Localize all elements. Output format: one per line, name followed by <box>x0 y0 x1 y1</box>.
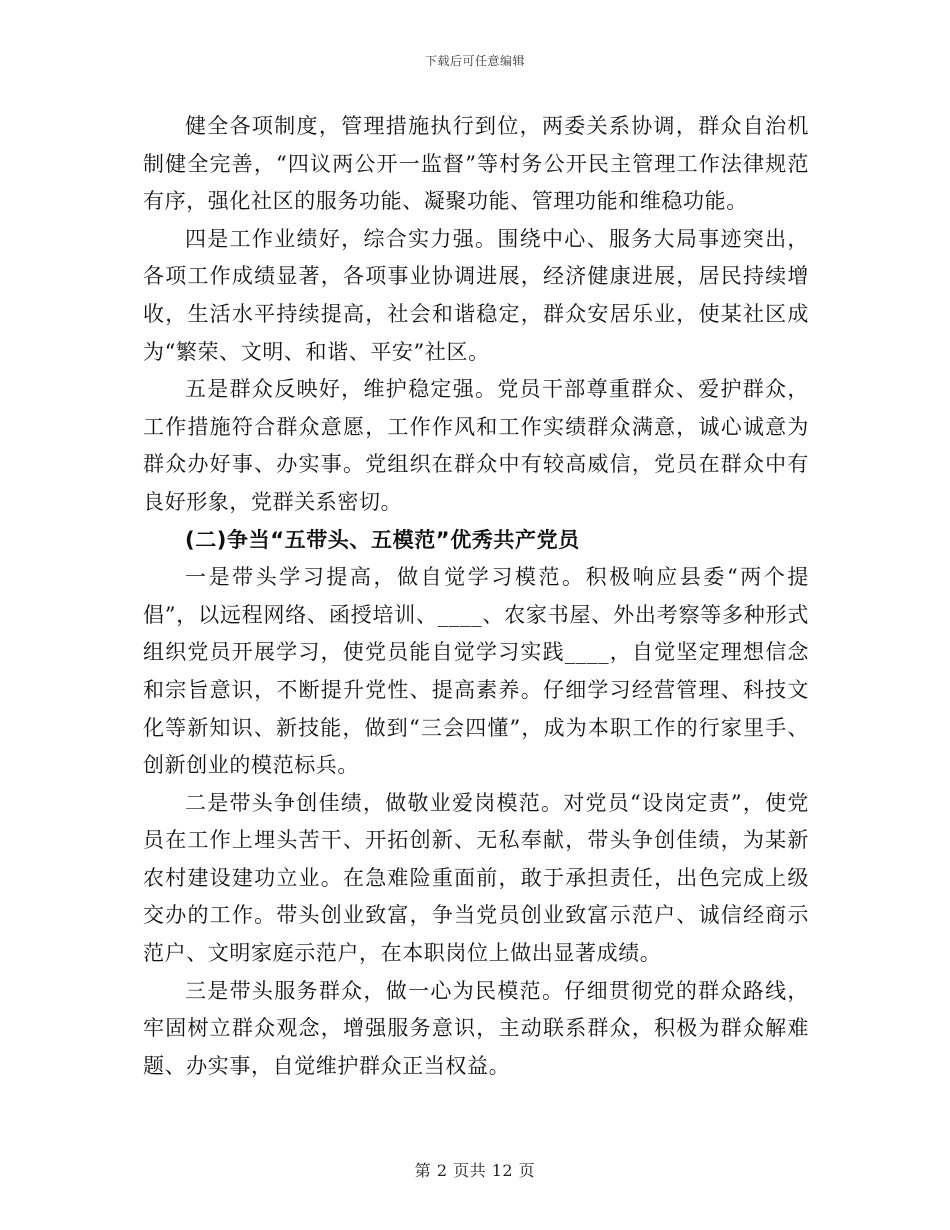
section-paragraph-two: 二是带头争创佳绩，做敬业爱岗模范。对党员“设岗定责”，使党员在工作上埋头苦干、开拓创新、无私奉献，带头争创佳绩，为某新农村建设建功立业。在急难险重面前，敢于承担责任，出色完成上级交办的工作。带头创业致富，争当党员创业致富示范户、诚信经商示范户、文明家庭示范户，在本职岗位上做出显著成绩。 <box>143 790 809 966</box>
paragraph-four: 四是工作业绩好，综合实力强。围绕中心、服务大局事迹突出，各项工作成绩显著，各项事业协调进展，经济健康进展，居民持续增收，生活水平持续提高，社会和谐稳定，群众安居乐业，使某社区成为“繁荣、文明、和谐、平安”社区。 <box>143 226 809 364</box>
section-heading: (二)争当“五带头、五模范”优秀共产党员 <box>185 527 580 552</box>
paragraph-continuation: 健全各项制度，管理措施执行到位，两委关系协调，群众自治机制健全完善，“四议两公开一监督”等村务公开民主管理工作法律规范有序，强化社区的服务功能、凝聚功能、管理功能和维稳功能。 <box>143 114 809 214</box>
paragraph-five: 五是群众反映好，维护稳定强。党员干部尊重群众、爱护群众，工作措施符合群众意愿，工作作风和工作实绩群众满意，诚心诚意为群众办好事、办实事。党组织在群众中有较高威信，党员在群众中有良好形象，党群关系密切。 <box>143 377 809 514</box>
section-paragraph-three: 三是带头服务群众，做一心为民模范。仔细贯彻党的群众路线，牢固树立群众观念，增强服务意识，主动联系群众，积极为群众解难题、办实事，自觉维护群众正当权益。 <box>143 978 809 1078</box>
section-paragraph-one: 一是带头学习提高，做自觉学习模范。积极响应县委“两个提倡”，以远程网络、函授培训、____、农家书屋、外出考察等多种形式组织党员开展学习，使党员能自觉学习实践____，自觉坚定理想信念和宗旨意识，不断提升党性、提高素养。仔细学习经营管理、科技文化等新知识、新技能，做到“三会四懂”，成为本职工作的行家里手、创新创业的模范标兵。 <box>143 565 809 778</box>
page-footer: 第 2 页共 12 页 <box>414 1161 536 1180</box>
page-header: 下载后可任意编辑 <box>424 54 525 68</box>
document-body <box>143 108 809 1085</box>
